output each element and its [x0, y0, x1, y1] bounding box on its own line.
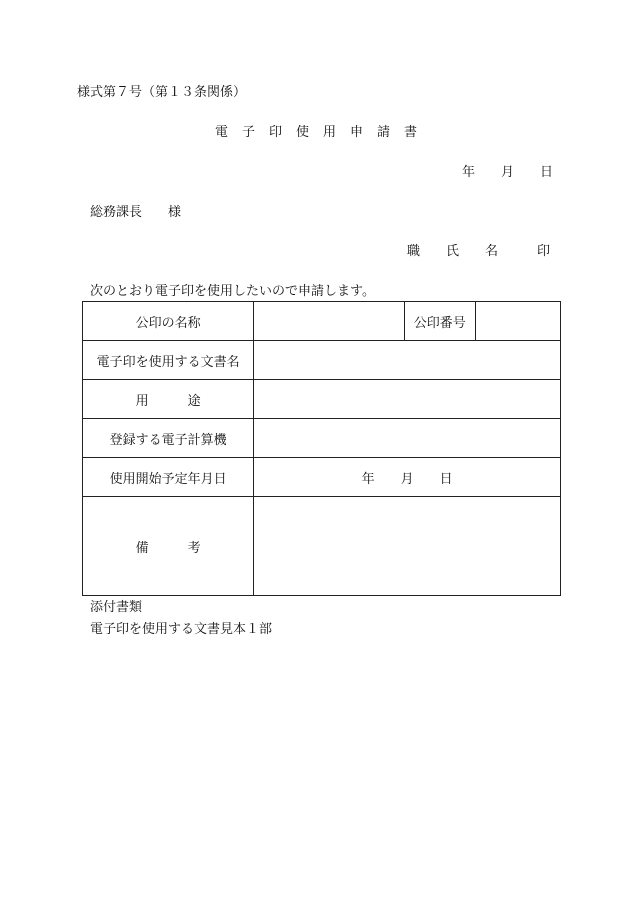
purpose-field[interactable]: [254, 380, 561, 419]
remarks-label: 備 考: [83, 497, 254, 596]
computer-field[interactable]: [254, 419, 561, 458]
table-row: [83, 380, 561, 419]
remarks-field[interactable]: [254, 497, 561, 596]
form-number: 様式第７号（第１３条関係）: [77, 85, 247, 100]
table-row: [83, 497, 561, 596]
purpose-label: 用 途: [83, 380, 254, 419]
table-row: [83, 458, 561, 497]
applicant-name-seal: 職 氏 名 印: [407, 244, 551, 259]
document-name-label: 電子印を使用する文書名: [83, 341, 254, 380]
seal-number-label: 公印番号: [404, 302, 475, 341]
start-date-field[interactable]: 年 月 日: [254, 458, 561, 497]
computer-label: 登録する電子計算機: [83, 419, 254, 458]
table-row: [83, 302, 561, 341]
attachments-item: 電子印を使用する文書見本１部: [90, 622, 273, 637]
seal-name-field[interactable]: [254, 302, 404, 341]
table-row: [83, 341, 561, 380]
application-table: [82, 301, 561, 596]
addressee: 総務課長 様: [90, 205, 182, 220]
document-name-field[interactable]: [254, 341, 561, 380]
start-date-label: 使用開始予定年月日: [83, 458, 254, 497]
seal-name-label: 公印の名称: [83, 302, 254, 341]
document-title: 電 子 印 使 用 申 請 書: [215, 125, 418, 140]
seal-number-field[interactable]: [475, 302, 560, 341]
table-row: [83, 419, 561, 458]
intro-text: 次のとおり電子印を使用したいので申請します。: [90, 284, 375, 299]
application-date: 年 月 日: [462, 165, 554, 180]
attachments-label: 添付書類: [90, 600, 143, 615]
